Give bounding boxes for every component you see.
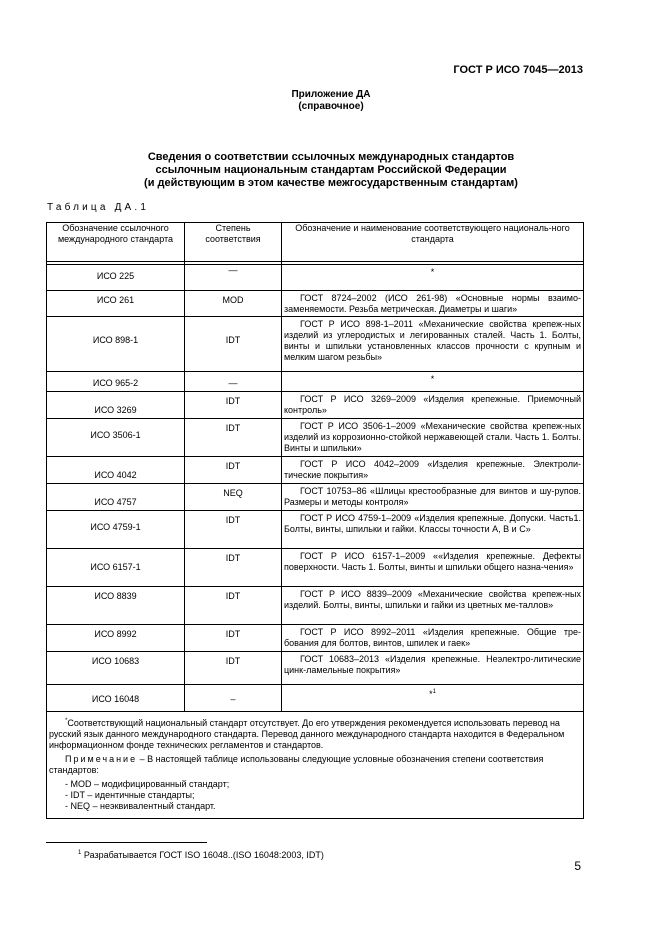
degree-cell: IDT [185, 392, 282, 419]
footnote-text: Разрабатывается ГОСТ ISO 16048..(ISO 16048:2003, IDT) [83, 850, 324, 860]
national-standard-cell: ГОСТ Р ИСО 4042–2009 «Изделия крепежные. Электроли-тические покрытия» [282, 457, 584, 484]
intl-standard-cell: ИСО 898-1 [47, 317, 185, 372]
degree-cell: NEQ [185, 484, 282, 511]
intl-standard-cell: ИСО 6157-1 [47, 549, 185, 587]
national-standard-cell: ГОСТ Р ИСО 8992–2011 «Изделия крепежные. Общие тре-бования для болтов, винтов, шпилек и гаек» [282, 625, 584, 652]
table-row [47, 372, 584, 392]
section-title-line: Сведения о соответствии ссылочных международных стандартов [147, 151, 515, 163]
intl-standard-cell: ИСО 4757 [47, 484, 185, 511]
intl-standard-cell: ИСО 8992 [47, 625, 185, 652]
footnote-separator [46, 842, 207, 843]
table-row [47, 511, 584, 549]
intl-standard-cell: ИСО 4042 [47, 457, 185, 484]
national-standard-cell [282, 685, 584, 712]
national-standard-cell: * [282, 265, 584, 291]
table-row [47, 625, 584, 652]
intl-standard-cell: ИСО 3269 [47, 392, 185, 419]
star-mark: * [429, 689, 433, 699]
intl-standard-cell: ИСО 225 [47, 265, 185, 291]
table-row [47, 291, 584, 317]
intl-standard-cell: ИСО 965-2 [47, 372, 185, 392]
table-row [47, 685, 584, 712]
intl-standard-cell: ИСО 3506-1 [47, 419, 185, 457]
section-title [0, 151, 662, 190]
document-id: ГОСТ Р ИСО 7045—2013 [453, 64, 583, 76]
table-notes [47, 712, 584, 819]
degree-cell: IDT [185, 511, 282, 549]
degree-cell: IDT [185, 652, 282, 685]
national-standard-cell: ГОСТ Р ИСО 3506-1–2009 «Механические свойства крепеж-ных изделий из коррозионно-стойкой нержавеющей стали. Часть 1. Болты. Винты и шпильки» [282, 419, 584, 457]
table-row [47, 549, 584, 587]
column-header: Степень соответствия [185, 223, 282, 262]
table-row [47, 419, 584, 457]
note-text: – В настоящей таблице использованы следующие условные обозначения степени соответствия стандартов: [49, 754, 544, 775]
degree-cell: MOD [185, 291, 282, 317]
footnote-ref: 1 [432, 689, 436, 695]
national-standard-cell: ГОСТ Р ИСО 3269–2009 «Изделия крепежные. Приемочный контроль» [282, 392, 584, 419]
table-note [49, 754, 581, 776]
footnote-mark: 1 [78, 850, 82, 856]
note-list-item: - NEQ – неэквивалентный стандарт. [65, 801, 216, 811]
note-label: Примечание [65, 754, 138, 764]
intl-standard-cell: ИСО 8839 [47, 587, 185, 625]
degree-cell: — [185, 372, 282, 392]
section-title-line: ссылочным национальным стандартам Российской Федерации [155, 164, 507, 176]
correspondence-table [46, 222, 584, 819]
table-row [47, 457, 584, 484]
appendix-heading [0, 89, 662, 113]
intl-standard-cell: ИСО 16048 [47, 685, 185, 712]
national-standard-cell: * [282, 372, 584, 392]
degree-cell: IDT [185, 317, 282, 372]
intl-standard-cell: ИСО 10683 [47, 652, 185, 685]
table-caption: Таблица ДА.1 [47, 202, 150, 213]
degree-cell: IDT [185, 587, 282, 625]
table-row [47, 265, 584, 291]
degree-cell: — [185, 265, 282, 291]
table-row [47, 392, 584, 419]
column-header: Обозначение ссылочного международного стандарта [47, 223, 185, 262]
national-standard-cell: ГОСТ 10753–86 «Шлицы крестообразные для винтов и шу-рупов. Размеры и методы контроля» [282, 484, 584, 511]
note-list-item: - MOD – модифицированный стандарт; [65, 779, 230, 789]
degree-cell: IDT [185, 419, 282, 457]
table-header-row [47, 223, 584, 262]
star-footnote [49, 716, 581, 751]
appendix-subtitle: (справочное) [298, 101, 364, 112]
table-row [47, 652, 584, 685]
footnote [78, 850, 324, 860]
degree-cell: IDT [185, 625, 282, 652]
national-standard-cell: ГОСТ Р ИСО 898-1–2011 «Механические свойства крепеж-ных изделий из углеродистых и легированных сталей. Часть 1. Болты, винты и шпильки установленных классов прочности с крупным и мелким шагом резьбы» [282, 317, 584, 372]
national-standard-cell: ГОСТ 8724–2002 (ИСО 261-98) «Основные нормы взаимо-заменяемости. Резьба метрическая. Диаметры и шаги» [282, 291, 584, 317]
appendix-title: Приложение ДА [291, 89, 371, 100]
note-list-item: - IDT – идентичные стандарты; [65, 790, 195, 800]
table-notes-row [47, 712, 584, 819]
intl-standard-cell: ИСО 261 [47, 291, 185, 317]
table-row [47, 484, 584, 511]
page-number: 5 [574, 859, 581, 873]
national-standard-cell: ГОСТ 10683–2013 «Изделия крепежные. Неэлектро-литические цинк-ламельные покрытия» [282, 652, 584, 685]
degree-cell: IDT [185, 457, 282, 484]
table-row [47, 587, 584, 625]
column-header: Обозначение и наименование соответствующего националь-ного стандарта [282, 223, 584, 262]
national-standard-cell: ГОСТ Р ИСО 4759-1–2009 «Изделия крепежные. Допуски. Часть1. Болты, винты, шпильки и гайки. Классы точности А, В и С» [282, 511, 584, 549]
star-note-text: Соответствующий национальный стандарт отсутствует. До его утверждения рекомендуется использовать перевод на русский язык данного международного стандарта. Перевод данного международного стандарта находится в Федеральном информационном фонде технических регламентов и стандартов. [49, 718, 565, 750]
table-row [47, 317, 584, 372]
degree-cell: – [185, 685, 282, 712]
national-standard-cell: ГОСТ Р ИСО 8839–2009 «Механические свойства крепеж-ных изделий. Болты, винты, шпильки и гайки из цветных ме-таллов» [282, 587, 584, 625]
star-note-mark: * [65, 718, 68, 724]
section-title-line: (и действующим в этом качестве межгосударственным стандартам) [144, 177, 518, 189]
national-standard-cell: ГОСТ Р ИСО 6157-1–2009 ««Изделия крепежные. Дефекты поверхности. Часть 1. Болты, винты и шпильки общего назна-чения» [282, 549, 584, 587]
degree-cell: IDT [185, 549, 282, 587]
intl-standard-cell: ИСО 4759-1 [47, 511, 185, 549]
